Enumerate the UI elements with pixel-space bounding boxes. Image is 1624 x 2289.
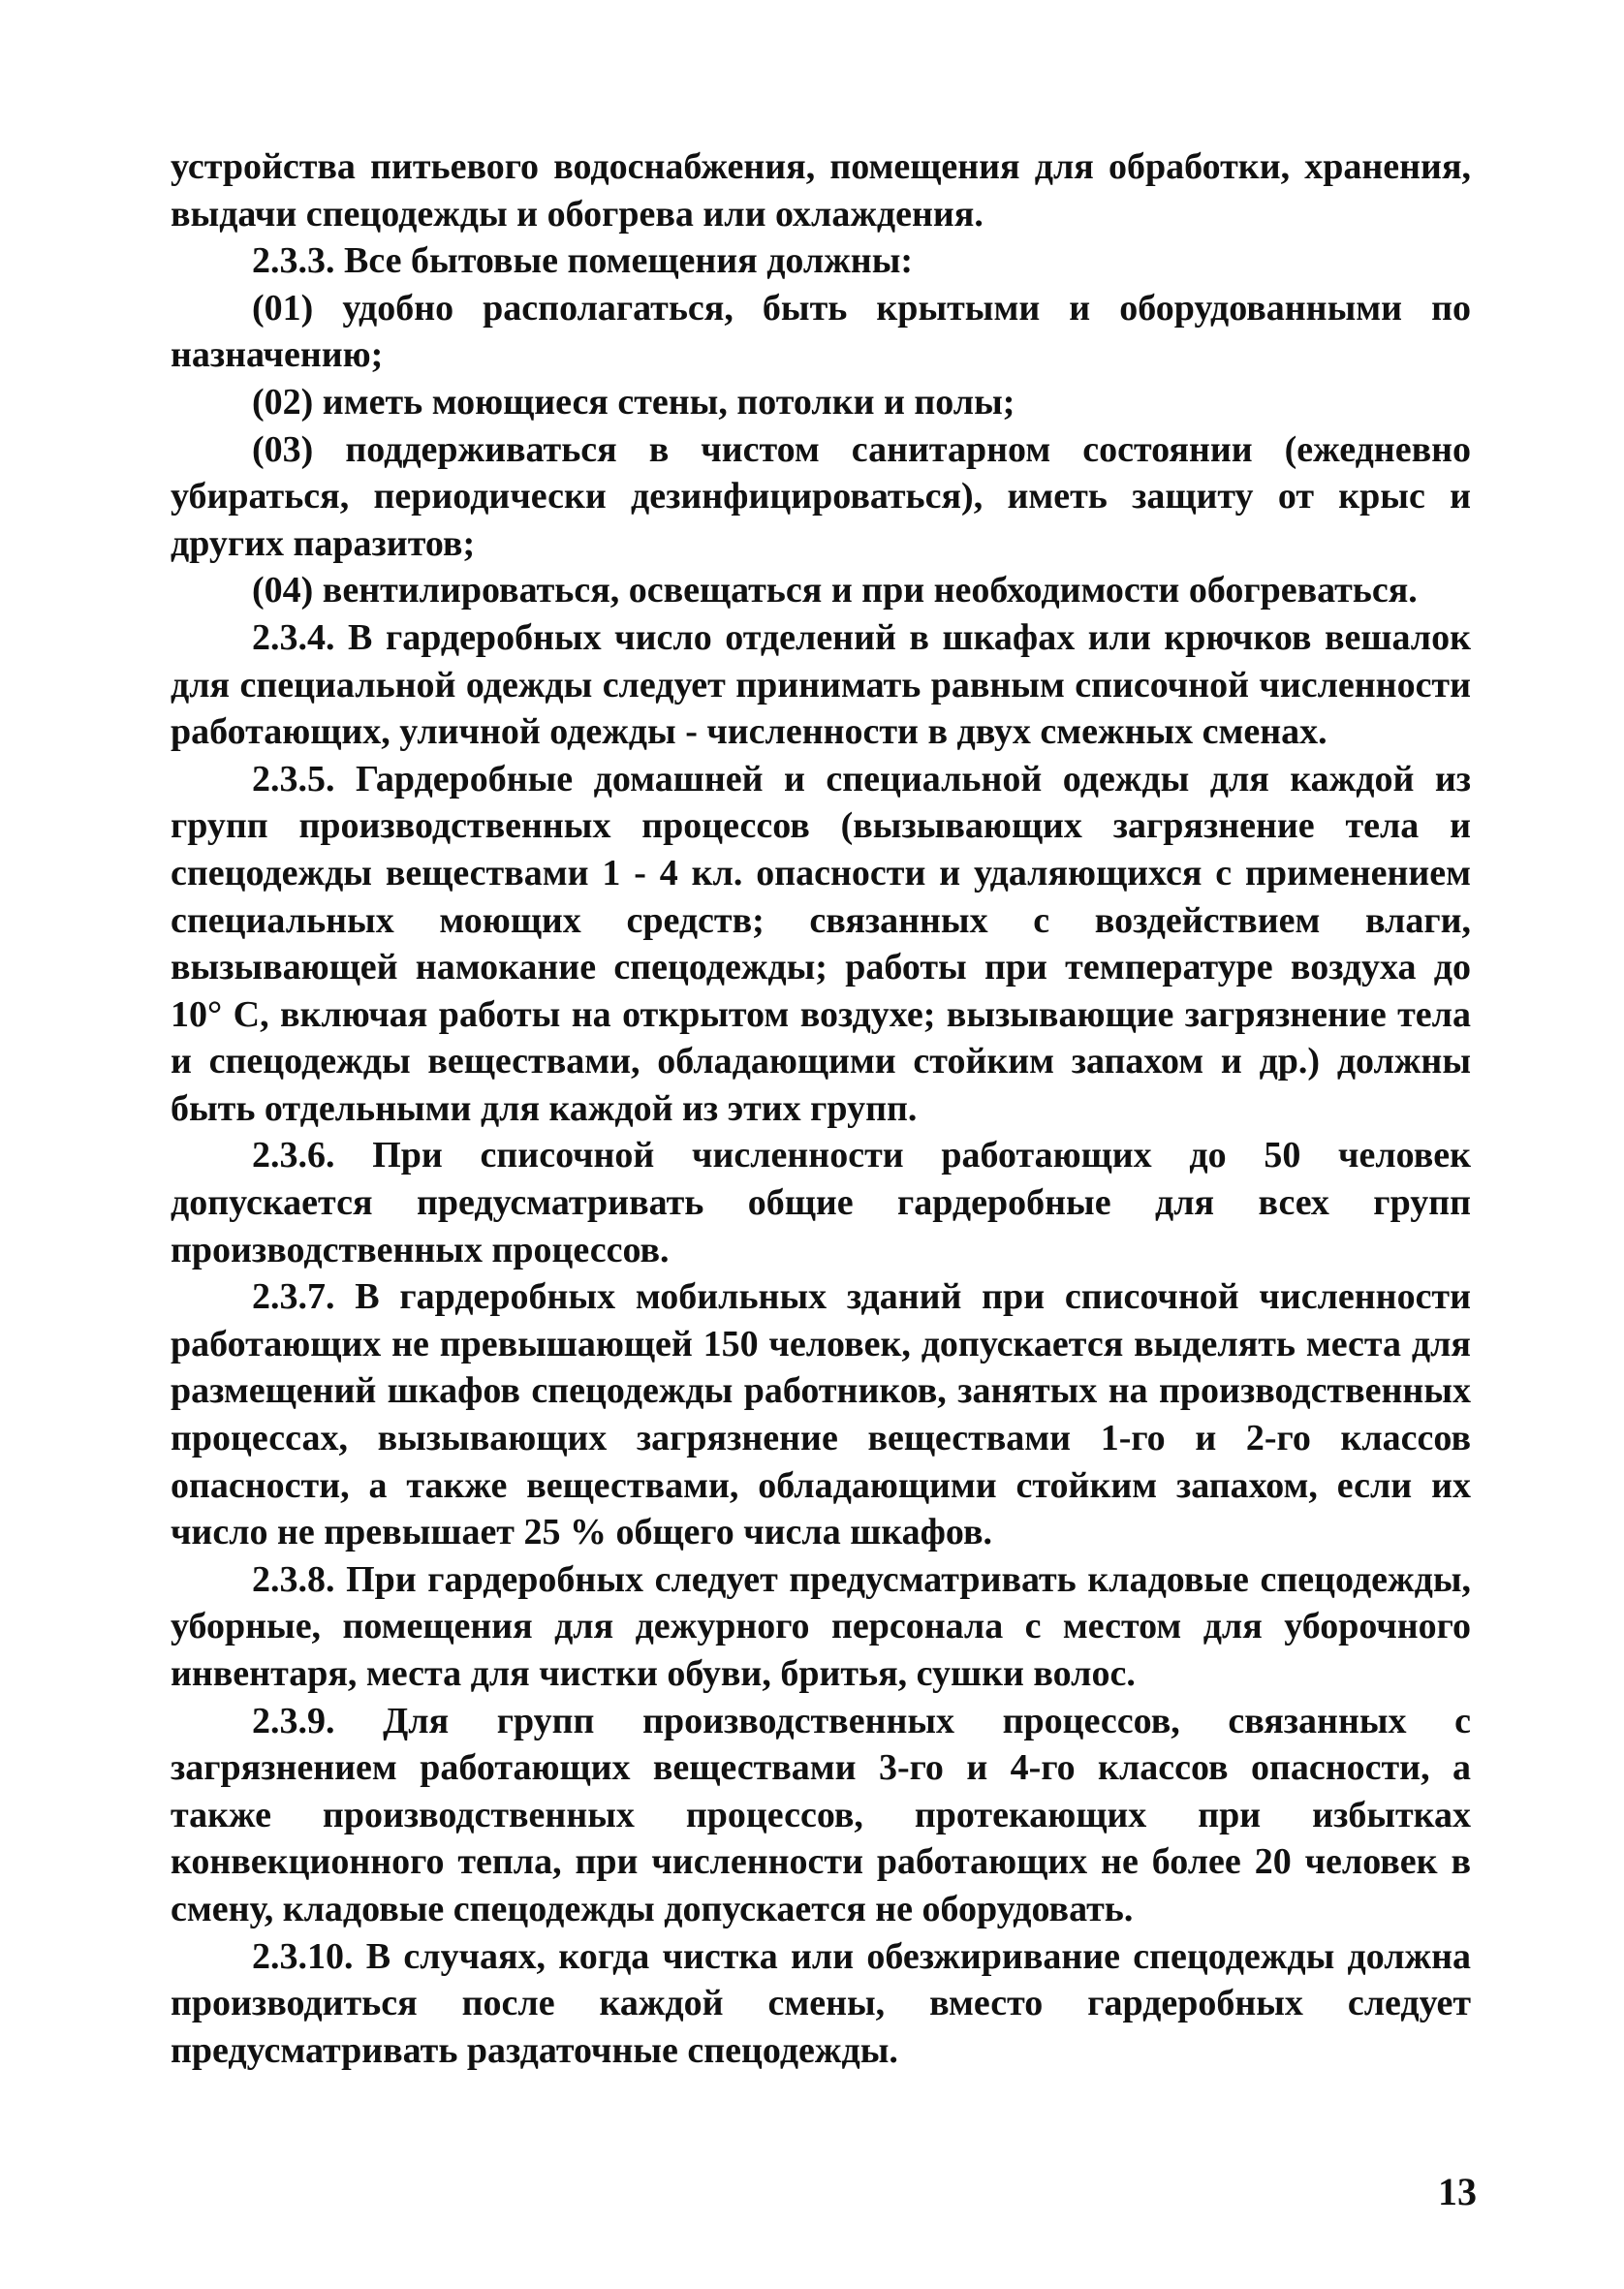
paragraph-continuation: устройства питьевого водоснабжения, помещения для обработки, хранения, выдачи спецодежды и обогрева или охлаждения.	[171, 146, 1471, 235]
page-number: 13	[1438, 2170, 1477, 2213]
paragraph-2-3-4: 2.3.4. В гардеробных число отделений в шкафах или крючков вешалок для специальной одежды следует принимать равным списочной численности работающих, уличной одежды - численности в двух смежных сменах.	[171, 616, 1471, 753]
document-page	[171, 143, 1471, 2074]
paragraph-2-3-6: 2.3.6. При списочной численности работающих до 50 человек допускается предусматривать общие гардеробные для всех групп производственных процессов.	[171, 1135, 1471, 1270]
paragraph-2-3-5: 2.3.5. Гардеробные домашней и специальной одежды для каждой из групп производственных процессов (вызывающих загрязнение тела и спецодежды веществами 1 - 4 кл. опасности и удаляющихся с применением специальных моющих средств; связанных с воздействием влаги, вызывающей намокание спецодежды; работы при температуре воздуха до 10° С, включая работы на открытом воздухе; вызывающие загрязнение тела и спецодежды веществами, обладающими стойким запахом и др.) должны быть отдельными для каждой из этих групп.	[171, 758, 1471, 1129]
paragraph-2-3-8: 2.3.8. При гардеробных следует предусматривать кладовые спецодежды, уборные, помещения для дежурного персонала с местом для уборочного инвентаря, места для чистки обуви, бритья, сушки волос.	[171, 1558, 1471, 1694]
list-item-03: (03) поддерживаться в чистом санитарном состоянии (ежедневно убираться, периодически дезинфицироваться), иметь защиту от крыс и других паразитов;	[171, 428, 1471, 564]
paragraph-2-3-7: 2.3.7. В гардеробных мобильных зданий при списочной численности работающих не превышающей 150 человек, допускается выделять места для размещений шкафов спецодежды работников, занятых на производственных процессах, вызывающих загрязнение веществами 1-го и 2-го классов опасности, а также веществами, обладающими стойким запахом, если их число не превышает 25 % общего числа шкафов.	[171, 1276, 1471, 1553]
paragraph-2-3-10: 2.3.10. В случаях, когда чистка или обезжиривание спецодежды должна производиться после каждой смены, вместо гардеробных следует предусматривать раздаточные спецодежды.	[171, 1935, 1471, 2071]
list-item-01: (01) удобно располагаться, быть крытыми и оборудованными по назначению;	[171, 287, 1471, 376]
list-item-02: (02) иметь моющиеся стены, потолки и полы;	[252, 381, 1015, 423]
paragraph-2-3-3: 2.3.3. Все бытовые помещения должны:	[252, 240, 914, 282]
paragraph-2-3-9: 2.3.9. Для групп производственных процессов, связанных с загрязнением работающих веществами 3-го и 4-го классов опасности, а также производственных процессов, протекающих при избытках конвекционного тепла, при численности работающих не более 20 человек в смену, кладовые спецодежды допускается не оборудовать.	[171, 1700, 1471, 1929]
list-item-04: (04) вентилироваться, освещаться и при необходимости обогреваться.	[252, 570, 1418, 611]
